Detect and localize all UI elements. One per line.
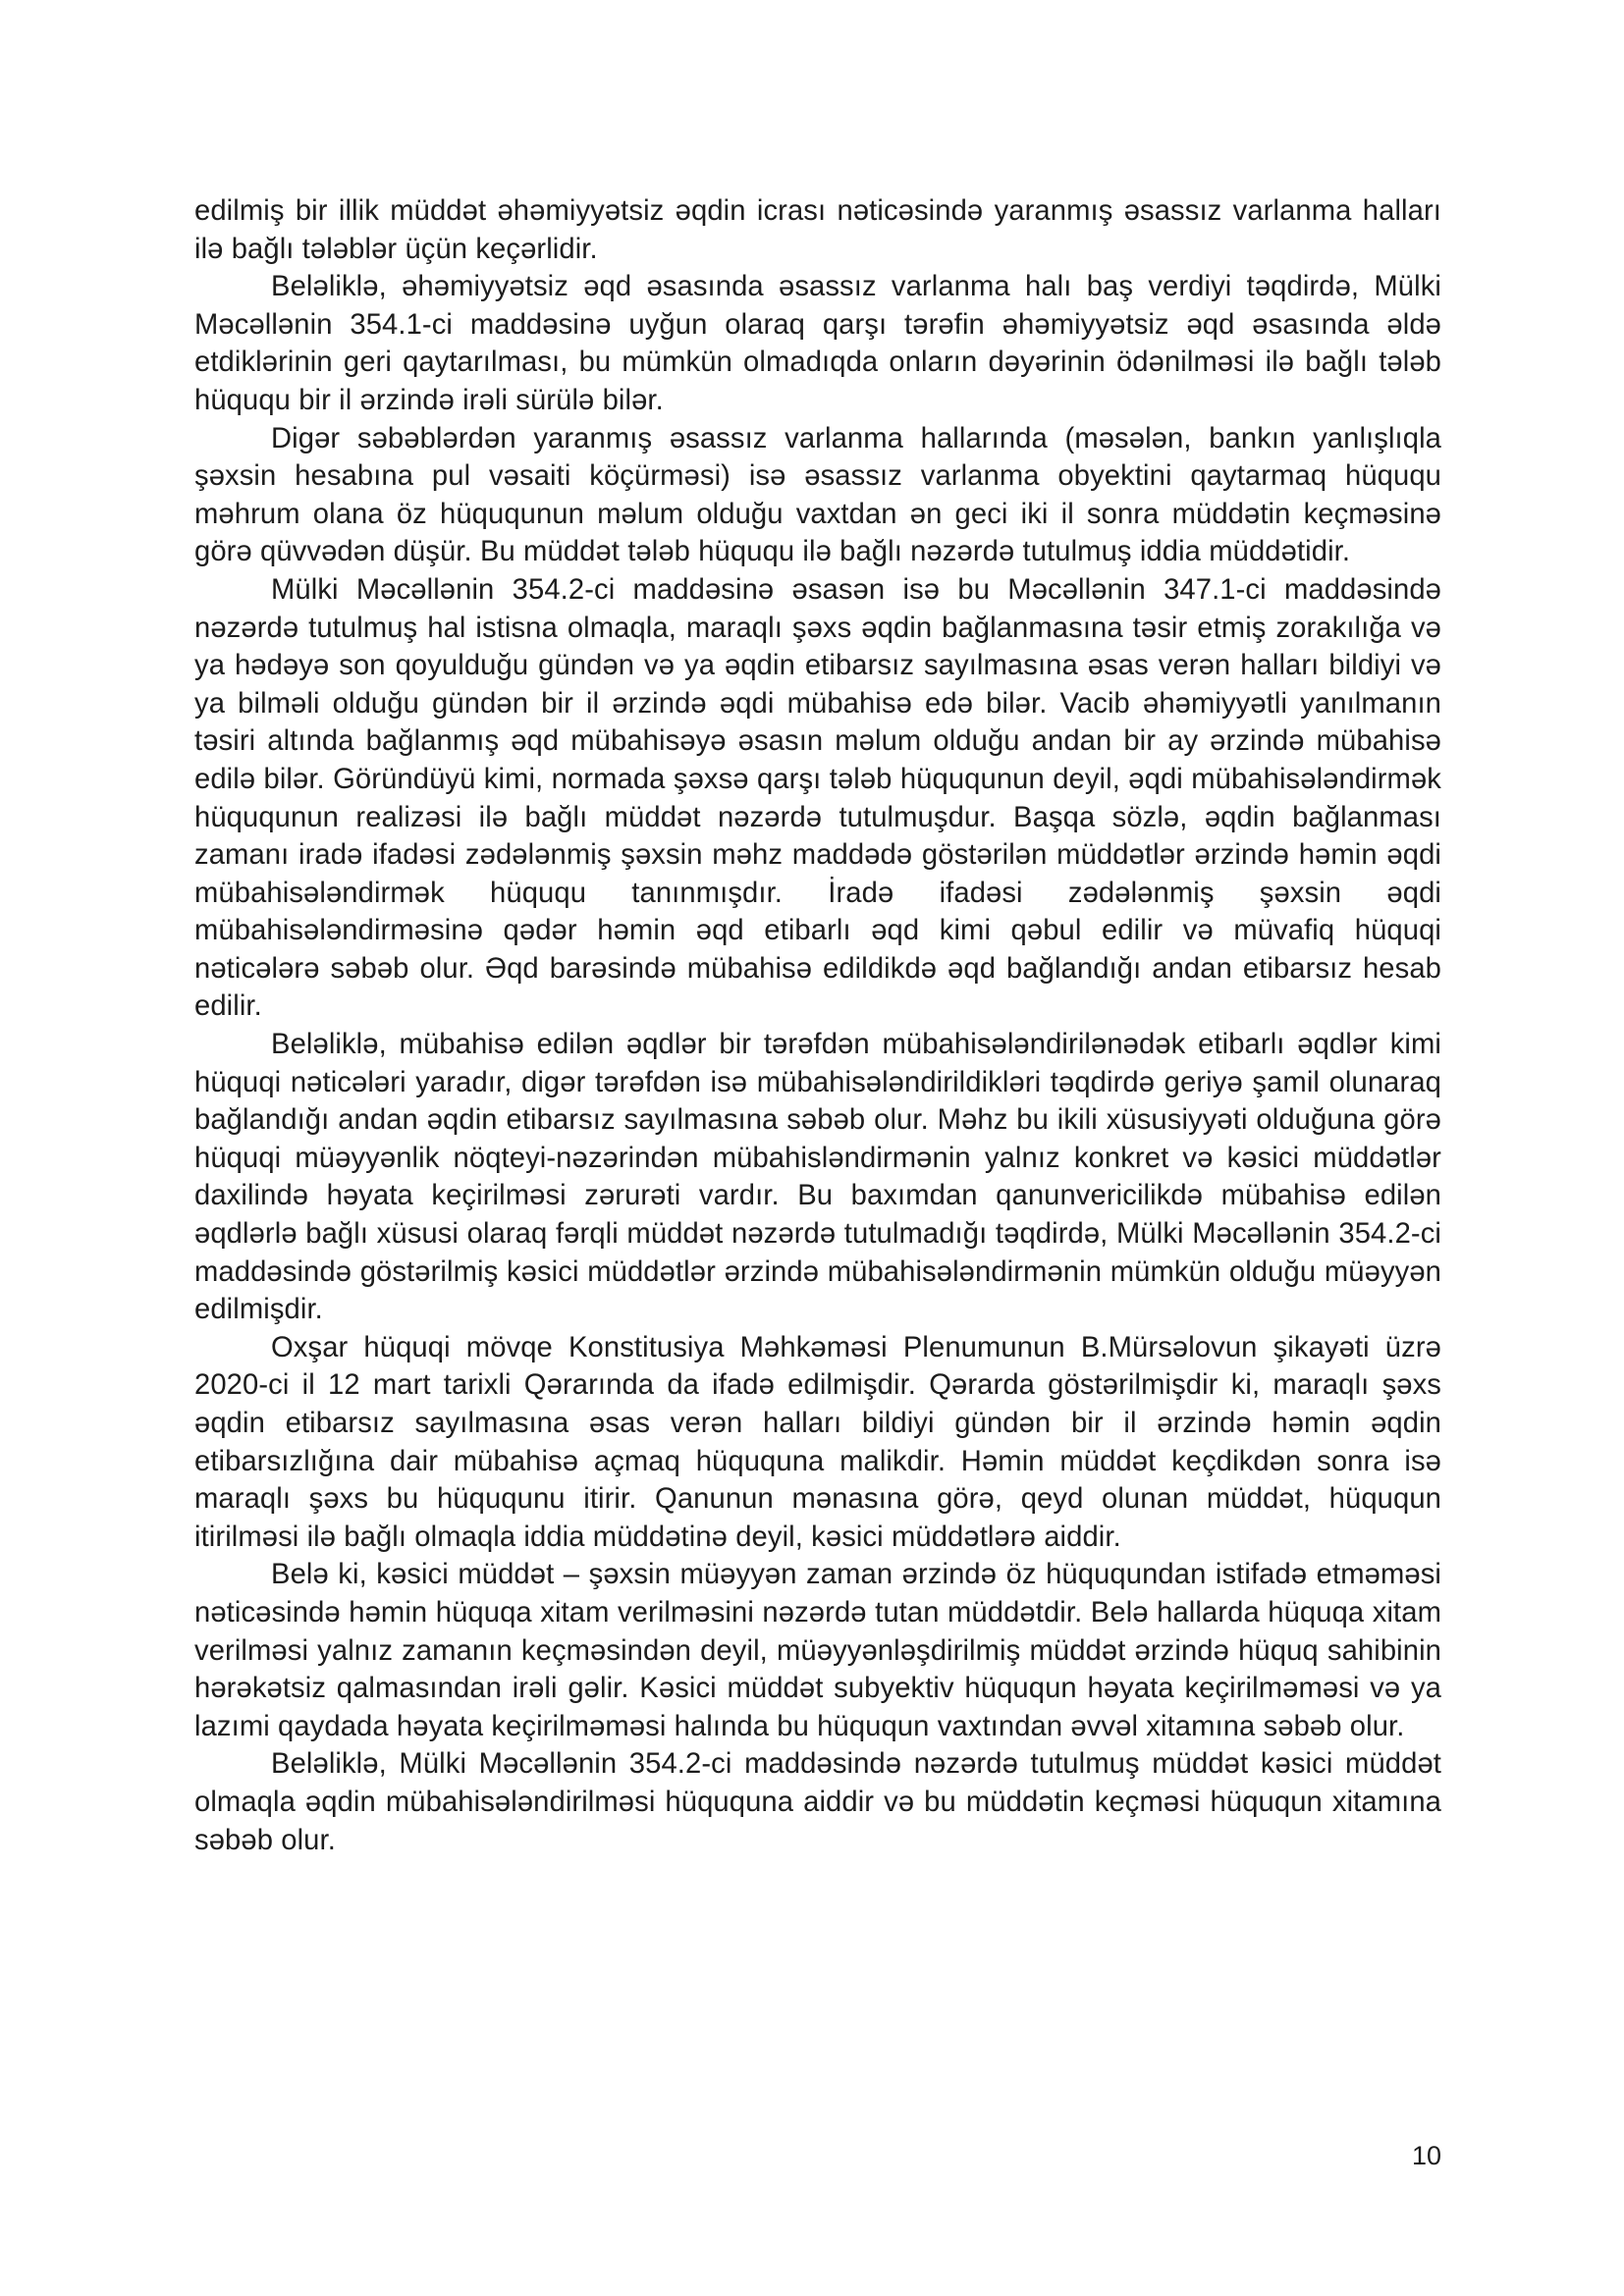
- paragraph-3: Digər səbəblərdən yaranmış əsassız varlanma hallarında (məsələn, bankın yanlışlıqla şəxsin hesabına pul vəsaiti köçürməsi) isə əsassız varlanma obyektini qaytarmaq hüququ məhrum olana öz hüququnun məlum olduğu vaxtdan ən geci iki il sonra müddətin keçməsinə görə qüvvədən düşür. Bu müddət tələb hüququ ilə bağlı nəzərdə tutulmuş iddia müddətidir.: [194, 422, 1441, 568]
- paragraph-4: Mülki Məcəllənin 354.2-ci maddəsinə əsasən isə bu Məcəllənin 347.1-ci maddəsində nəzərdə tutulmuş hal istisna olmaqla, maraqlı şəxs əqdin bağlanmasına təsir etmiş zorakılığa və ya hədəyə son qoyulduğu gündən və ya əqdin etibarsız sayılmasına əsas verən halları bildiyi və ya bilməli olduğu gündən bir il ərzində əqdi mübahisə edə bilər. Vacib əhəmiyyətli yanılmanın təsiri altında bağlanmış əqd mübahisəyə əsasın məlum olduğu andan bir ay ərzində mübahisə edilə bilər. Göründüyü kimi, normada şəxsə qarşı tələb hüququnun deyil, əqdi mübahisələndirmək hüququnun realizəsi ilə bağlı müddət nəzərdə tutulmuşdur. Başqa sözlə, əqdin bağlanması zamanı iradə ifadəsi zədələnmiş şəxsin məhz maddədə göstərilən müddətlər ərzində həmin əqdi mübahisələndirmək hüququ tanınmışdır. İradə ifadəsi zədələnmiş şəxsin əqdi mübahisələndirməsinə qədər həmin əqd etibarlı əqd kimi qəbul edilir və müvafiq hüquqi nəticələrə səbəb olur. Əqd barəsində mübahisə edildikdə əqd bağlandığı andan etibarsız hesab edilir.: [194, 573, 1441, 1023]
- paragraph-7: Belə ki, kəsici müddət – şəxsin müəyyən zaman ərzində öz hüququndan istifadə etməməsi nəticəsində həmin hüquqa xitam verilməsini nəzərdə tutan müddətdir. Belə hallarda hüquqa xitam verilməsi yalnız zamanın keçməsindən deyil, müəyyənləşdirilmiş müddət ərzində hüquq sahibinin hərəkətsiz qalmasından irəli gəlir. Kəsici müddət subyektiv hüququn həyata keçirilməməsi və ya lazımi qaydada həyata keçirilməməsi halında bu hüququn vaxtından əvvəl xitamına səbəb olur.: [194, 1559, 1441, 1742]
- document-body: [194, 192, 1441, 1859]
- paragraph-6: Oxşar hüquqi mövqe Konstitusiya Məhkəməsi Plenumunun B.Mürsəlovun şikayəti üzrə 2020-ci il 12 mart tarixli Qərarında da ifadə edilmişdir. Qərarda göstərilmişdir ki, maraqlı şəxs əqdin etibarsız sayılmasına əsas verən halları bildiyi gündən bir il ərzində həmin əqdin etibarsızlığına dair mübahisə açmaq hüququna malikdir. Həmin müddət keçdikdən sonra isə maraqlı şəxs bu hüququnu itirir. Qanunun mənasına görə, qeyd olunan müddət, hüququn itirilməsi ilə bağlı olmaqla iddia müddətinə deyil, kəsici müddətlərə aiddir.: [194, 1331, 1441, 1553]
- page-number: 10: [1411, 2141, 1441, 2170]
- paragraph-5: Beləliklə, mübahisə edilən əqdlər bir tərəfdən mübahisələndirilənədək etibarlı əqdlər kimi hüquqi nəticələri yaradır, digər tərəfdən isə mübahisələndirildikləri təqdirdə geriyə şamil olunaraq bağlandığı andan əqdin etibarsız sayılmasına səbəb olur. Məhz bu ikili xüsusiyyəti olduğuna görə hüquqi müəyyənlik nöqteyi-nəzərindən mübahislәndirmənin yalnız konkret və kəsici müddətlər daxilində həyata keçirilməsi zərurəti vardır. Bu baxımdan qanunvericilikdə mübahisə edilən əqdlərlə bağlı xüsusi olaraq fərqli müddət nəzərdə tutulmadığı təqdirdə, Mülki Məcəllənin 354.2-ci maddəsində göstərilmiş kəsici müddətlər ərzində mübahisələndirmənin mümkün olduğu müəyyən edilmişdir.: [194, 1029, 1441, 1326]
- paragraph-2: Beləliklə, əhəmiyyətsiz əqd əsasında əsassız varlanma halı baş verdiyi təqdirdə, Mülki Məcəllənin 354.1-ci maddəsinə uyğun olaraq qarşı tərəfin əhəmiyyətsiz əqd əsasında əldə etdiklərinin geri qaytarılması, bu mümkün olmadıqda onların dəyərinin ödənilməsi ilə bağlı tələb hüququ bir il ərzində irəli sürülə bilər.: [194, 271, 1441, 416]
- paragraph-1: edilmiş bir illik müddət əhəmiyyətsiz əqdin icrası nəticəsində yaranmış əsassız varlanma halları ilə bağlı tələblər üçün keçərlidir.: [194, 195, 1441, 265]
- paragraph-8: Beləliklə, Mülki Məcəllənin 354.2-ci maddəsində nəzərdə tutulmuş müddət kəsici müddət olmaqla əqdin mübahisələndirilməsi hüququna aiddir və bu müddətin keçməsi hüququn xitamına səbəb olur.: [194, 1748, 1441, 1856]
